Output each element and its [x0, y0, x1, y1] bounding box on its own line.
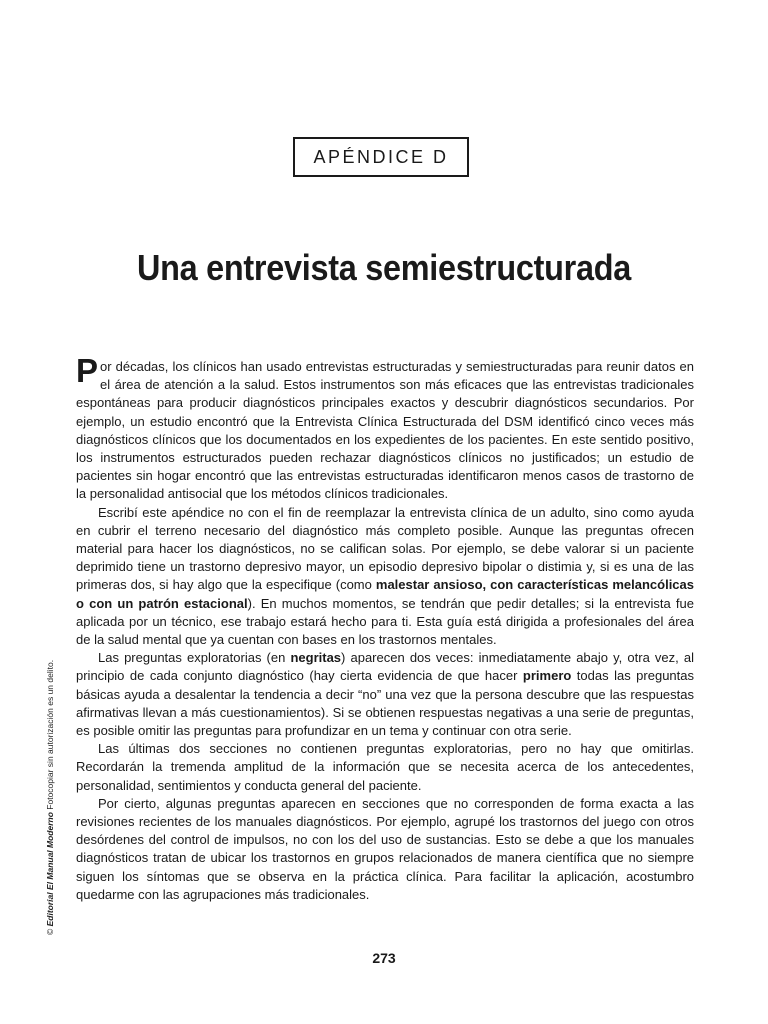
body-paragraph	[76, 795, 694, 904]
copyright-prefix: ©	[45, 926, 55, 935]
copyright-text: Fotocopiar sin autorización es un delito.	[45, 659, 55, 813]
text-segment: Las preguntas exploratorias (en	[98, 650, 291, 666]
bold-text: negritas	[290, 650, 342, 666]
text-segment: ) aparecen dos veces: inmediatamente abajo y, otra vez, al principio de cada conjunto diagnóstico (hay cierta evidencia de que hacer	[76, 650, 694, 684]
body-paragraph	[76, 740, 694, 795]
page-number: 273	[372, 950, 396, 966]
copyright-notice	[45, 660, 55, 935]
body-paragraph	[76, 352, 694, 504]
body-text	[76, 352, 695, 904]
body-paragraph	[76, 649, 694, 740]
text-segment: Las últimas dos secciones no contienen preguntas exploratorias, pero no hay que omitirlas. Recordarán la tremenda amplitud de la información que se necesita acerca de los antecedentes, personalidad, sentimientos y conducta general del paciente.	[76, 741, 694, 793]
body-paragraph	[76, 504, 694, 650]
text-segment: or décadas, los clínicos han usado entrevistas estructuradas y semiestructuradas para reunir datos en el área de atención a la salud. Estos instrumentos son más eficaces que las entrevistas tradicionales espontáneas para producir diagnósticos principales exactos y descubrir diagnósticos secundarios. Por ejemplo, un estudio encontró que la Entrevista Clínica Estructurada del DSM identificó cinco veces más diagnósticos clínicos que los documentados en los expedientes de los pacientes. En este sentido positivo, los instrumentos estructurados pueden rechazar diagnósticos clínicos no justificados; un estudio de pacientes sin hogar encontró que las entrevistas estructuradas identificaron menos casos de trastorno de la personalidad antisocial que los métodos clínicos tradicionales.	[76, 359, 694, 502]
chapter-title: Una entrevista semiestructurada	[136, 247, 632, 289]
text-segment: Por cierto, algunas preguntas aparecen en secciones que no corresponden de forma exacta a las revisiones recientes de los manuales diagnósticos. Por ejemplo, agrupé los trastornos del juego con otros desórdenes del control de impulsos, no con los del uso de sustancias. Esto se debe a que los manuales diagnósticos tratan de ubicar los trastornos en grupos relacionados de manera científica que no siempre siguen los síntomas que se observa en la práctica clínica. Para facilitar la aplicación, acostumbro quedarme con las agrupaciones más tradicionales.	[76, 795, 694, 902]
text-segment: ). En muchos momentos, se tendrán que pedir detalles; si la entrevista fue aplicada por un técnico, ese trabajo estará hecho para ti. Esta guía está dirigida a profesionales del área de la salud mental que ya cuentan con bases en los trastornos mentales.	[76, 595, 694, 648]
bold-text: primero	[522, 668, 572, 684]
appendix-label: APÉNDICE D	[293, 137, 469, 177]
copyright-publisher: Editorial El Manual Moderno	[45, 812, 55, 927]
drop-cap: P	[76, 352, 99, 389]
text-segment: Escribí este apéndice no con el fin de reemplazar la entrevista clínica de un adulto, sino como ayuda en cubrir el terreno necesario del diagnóstico más completo posible. Aunque las preguntas ofrecen material para hacer los diagnósticos, no se califican solas. Por ejemplo, se debe valorar si un paciente deprimido tiene un trastorno depresivo mayor, un episodio depresivo bipolar o distimia y, si es una de las primeras dos, si hay algo que la especifique (como	[76, 504, 694, 593]
text-segment: todas las preguntas básicas ayuda a desalentar la tendencia a decir “no” una vez que la persona descubre que las respuestas afirmativas llevan a más cuestionamientos). Si se obtienen respuestas negativas a una serie de preguntas, es posible omitir las preguntas para profundizar en un tema y continuar con otra serie.	[76, 668, 695, 739]
bold-text: malestar ansioso, con características melancólicas o con un patrón estacional	[76, 577, 694, 611]
